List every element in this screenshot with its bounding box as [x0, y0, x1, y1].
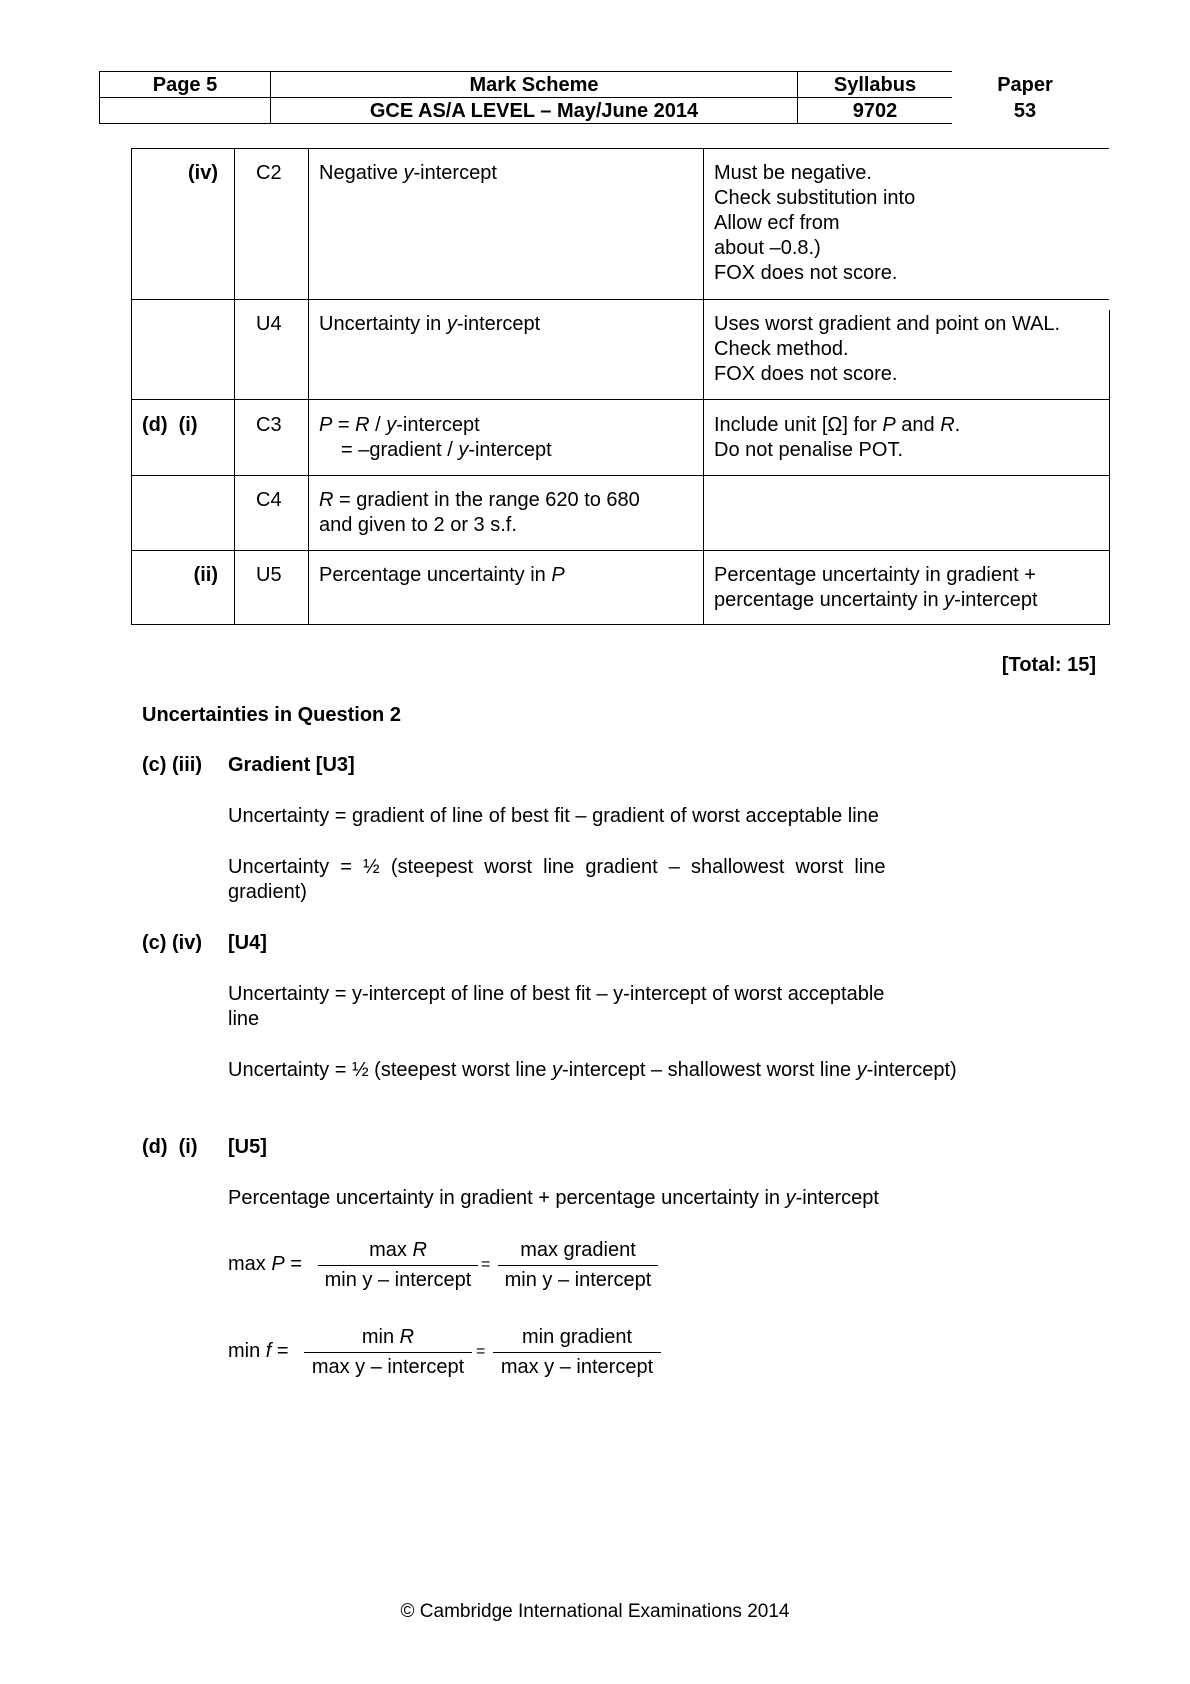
denominator: min y – intercept [504, 1269, 652, 1291]
mark-notes [714, 413, 960, 463]
denominator: min y – intercept [324, 1269, 472, 1291]
part-title: [U5] [228, 1136, 267, 1158]
note-line: FOX does not score. [714, 262, 898, 284]
mark-description: Uncertainty in y-intercept [319, 313, 541, 335]
mark-notes [714, 312, 1060, 387]
page-number: Page 5 [152, 74, 218, 96]
uncertainty-text: Percentage uncertainty in gradient + percentage uncertainty in y-intercept [228, 1187, 879, 1209]
part-label: (c) (iv) [142, 932, 202, 954]
mark-description: Percentage uncertainty in P [319, 564, 565, 586]
numerator: min gradient [493, 1325, 661, 1353]
equals-sign: = [481, 1256, 491, 1273]
formula-line: = –gradient / y-intercept [341, 439, 552, 461]
mark-code: U4 [256, 313, 282, 335]
uncertainty-text: Uncertainty = ½ (steepest worst line y-intercept – shallowest worst line y-intercept) [228, 1059, 957, 1081]
part-title: Gradient [U3] [228, 754, 355, 776]
note-line: Must be negative. [714, 162, 872, 184]
part-label: (c) (iii) [142, 754, 202, 776]
fraction [318, 1238, 478, 1293]
formula-label: max P = [228, 1253, 302, 1275]
mark-notes [714, 161, 915, 286]
mark-description: Negative y-intercept [319, 162, 497, 184]
note-line: Include unit [Ω] for P and R. [714, 414, 961, 436]
part-title: [U4] [228, 932, 267, 954]
numerator: max gradient [498, 1238, 658, 1266]
note-line: percentage uncertainty in y-intercept [714, 589, 1038, 611]
formula-line: and given to 2 or 3 s.f. [319, 514, 517, 536]
paper-label: Paper [997, 74, 1053, 96]
denominator: max y – intercept [500, 1356, 654, 1378]
uncertainty-text: Uncertainty = gradient of line of best fit – gradient of worst acceptable line [228, 805, 879, 827]
mark-code: C2 [256, 162, 282, 184]
total-marks: [Total: 15] [1001, 654, 1096, 676]
note-line: Do not penalise POT. [714, 439, 903, 461]
note-line: Check method. [714, 338, 849, 360]
numerator: min R [304, 1325, 472, 1353]
fraction [493, 1325, 661, 1380]
note-line: FOX does not score. [714, 363, 898, 385]
part-label: (d) (i) [142, 1136, 198, 1158]
formula-label: min f = [228, 1340, 289, 1362]
note-line: Percentage uncertainty in gradient + [714, 564, 1036, 586]
uncertainty-text: Uncertainty = ½ (steepest worst line gradient – shallowest worst line [228, 856, 886, 878]
equals-sign: = [476, 1343, 486, 1360]
document-title: Mark Scheme [469, 74, 599, 96]
max-p-formula [228, 1238, 668, 1298]
mark-code: C3 [256, 414, 282, 436]
min-f-formula [228, 1325, 688, 1385]
uncertainty-text: gradient) [228, 881, 307, 903]
numerator: max R [318, 1238, 478, 1266]
exam-title: GCE AS/A LEVEL – May/June 2014 [369, 100, 699, 122]
uncertainty-text: line [228, 1008, 260, 1030]
question-part: (iv) [188, 162, 218, 184]
mark-code: C4 [256, 489, 282, 511]
denominator: max y – intercept [311, 1356, 465, 1378]
formula-line: P = R / y-intercept [319, 414, 480, 436]
syllabus-label: Syllabus [833, 74, 917, 96]
note-line: about –0.8.) [714, 237, 821, 259]
fraction [498, 1238, 658, 1293]
copyright-footer: © Cambridge International Examinations 2014 [400, 1601, 790, 1622]
question-part: (ii) [193, 564, 218, 586]
paper-number: 53 [1013, 100, 1037, 122]
note-line: Check substitution into [714, 187, 916, 209]
fraction [304, 1325, 472, 1380]
syllabus-code: 9702 [852, 100, 898, 122]
question-part: (d) (i) [142, 414, 198, 436]
mark-code: U5 [256, 564, 282, 586]
mark-description [319, 413, 552, 463]
uncertainty-text: Uncertainty = y-intercept of line of best fit – y-intercept of worst acceptable [228, 983, 885, 1005]
formula-line: R = gradient in the range 620 to 680 [319, 489, 640, 511]
mark-notes [714, 563, 1038, 613]
note-line: Allow ecf from [714, 212, 840, 234]
section-heading: Uncertainties in Question 2 [142, 704, 401, 726]
note-line: Uses worst gradient and point on WAL. [714, 313, 1061, 335]
mark-description [319, 488, 640, 538]
